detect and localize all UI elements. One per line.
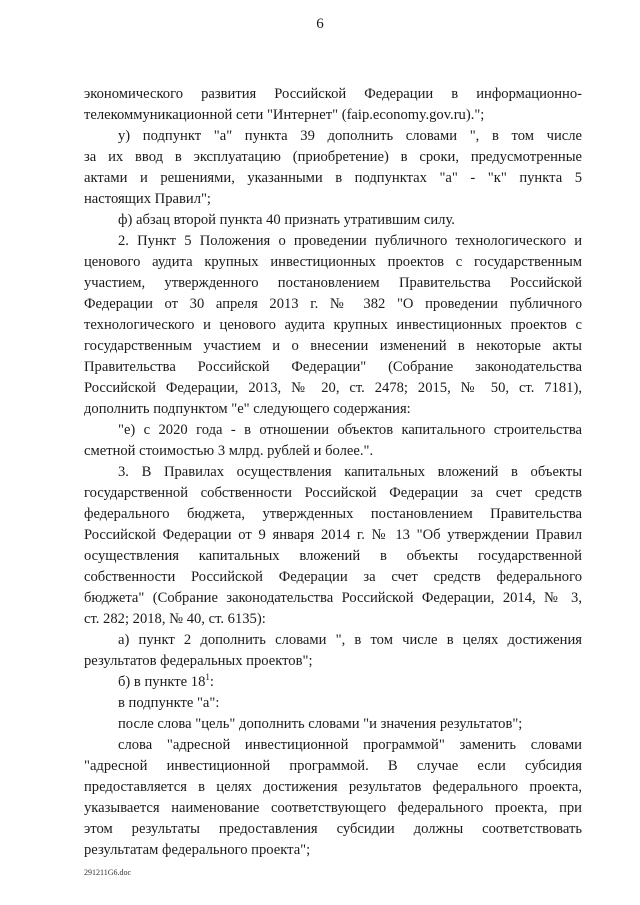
text-line: осуществления капитальных вложений в объекты государственной — [84, 548, 582, 564]
text-line: государственным участием и о внесении изменений в некоторые акты — [84, 338, 582, 354]
text-line: Правительства Российской Федерации" (Собрание законодательства — [84, 359, 582, 375]
text-line: "адресной инвестиционной программой. В случае если субсидия — [84, 758, 582, 774]
text-line-with-superscript — [118, 672, 214, 692]
text-line: у) подпункт "а" пункта 39 дополнить словами ", в том числе — [118, 128, 582, 144]
text-line: Федерации от 30 апреля 2013 г. № 382 "О проведении публичного — [84, 296, 582, 312]
text-line: телекоммуникационной сети "Интернет" (faip.economy.gov.ru)."; — [84, 107, 485, 123]
text-line: указывается наименование соответствующего федерального проекта, при — [84, 800, 582, 816]
text-line: актами и решениями, указанными в подпунктах "а" - "к" пункта 5 — [84, 170, 582, 186]
text-line: ценового аудита крупных инвестиционных проектов с государственным — [84, 254, 582, 270]
text-line: результатам федерального проекта"; — [84, 842, 311, 858]
page-number: 6 — [316, 16, 324, 32]
text-line: после слова "цель" дополнить словами "и значения результатов"; — [118, 716, 523, 732]
text-line: участием, утвержденного постановлением Правительства Российской — [84, 275, 582, 291]
text-line: бюджета" (Собрание законодательства Российской Федерации, 2014, № 3, — [84, 590, 582, 606]
text-line: б) в пункте 18 — [118, 674, 206, 690]
text-line: в подпункте "а": — [118, 695, 220, 711]
text-line: собственности Российской Федерации за счет средств федерального — [84, 569, 582, 585]
text-line: "е) с 2020 года - в отношении объектов капитального строительства — [118, 422, 582, 438]
text-line: 2. Пункт 5 Положения о проведении публичного технологического и — [118, 233, 582, 249]
footer-filename: 291211G6.doc — [84, 868, 132, 877]
text-line: федерального бюджета, утвержденных постановлением Правительства — [84, 506, 582, 522]
text-line: технологического и ценового аудита крупных инвестиционных проектов с — [84, 317, 582, 333]
superscript: 1 — [205, 672, 210, 683]
text-line: государственной собственности Российской Федерации за счет средств — [84, 485, 582, 501]
text-line: дополнить подпунктом "е" следующего содержания: — [84, 401, 411, 417]
text-line: за их ввод в эксплуатацию (приобретение) в сроки, предусмотренные — [84, 149, 582, 165]
text-line: 3. В Правилах осуществления капитальных вложений в объекты — [118, 464, 582, 480]
text-line: сметной стоимостью 3 млрд. рублей и более.". — [84, 443, 374, 459]
text-line: Российской Федерации, 2013, № 20, ст. 2478; 2015, № 50, ст. 7181), — [84, 380, 582, 396]
text-line: ст. 282; 2018, № 40, ст. 6135): — [84, 611, 266, 627]
text-line: настоящих Правил"; — [84, 191, 211, 207]
text-line: Российской Федерации от 9 января 2014 г. № 13 "Об утверждении Правил — [84, 527, 582, 543]
text-line: этом результаты предоставления субсидии должны соответствовать — [84, 821, 582, 837]
colon: : — [209, 674, 214, 690]
text-line: а) пункт 2 дополнить словами ", в том числе в целях достижения — [118, 632, 582, 648]
text-line: ф) абзац второй пункта 40 признать утратившим силу. — [118, 212, 455, 228]
text-line: экономического развития Российской Федерации в информационно- — [84, 86, 582, 102]
text-line: предоставляется в целях достижения результатов федерального проекта, — [84, 779, 582, 795]
text-line: слова "адресной инвестиционной программой" заменить словами — [118, 737, 582, 753]
text-line: результатов федеральных проектов"; — [84, 653, 313, 669]
